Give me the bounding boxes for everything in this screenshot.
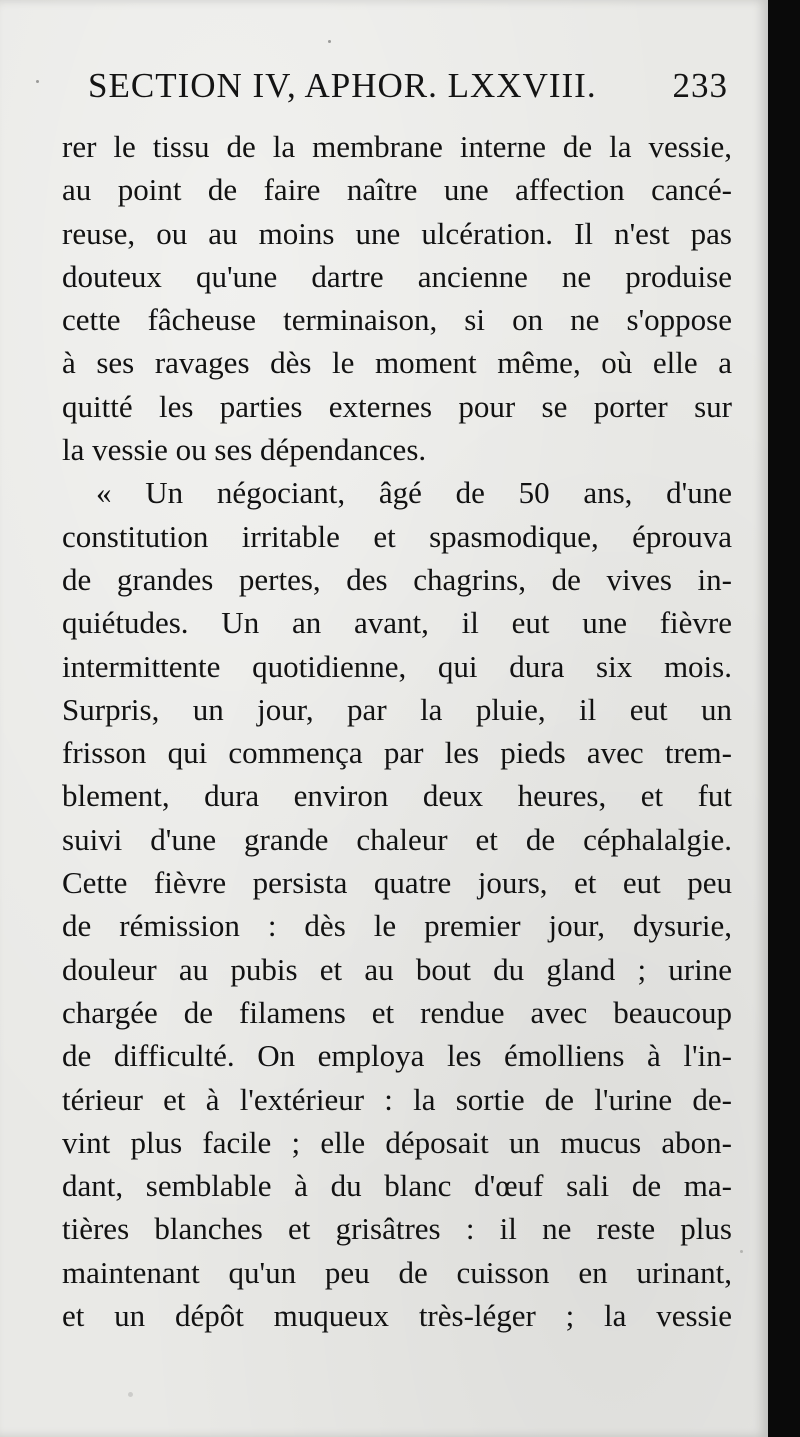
paper-speck (740, 1250, 743, 1253)
text-line: térieur et à l'extérieur : la sortie de l'urine de- (62, 1081, 732, 1117)
text-line: de rémission : dès le premier jour, dysurie, (62, 908, 732, 944)
paragraph-end-line: la vessie ou ses dépendances. (62, 432, 427, 468)
text-line: de difficulté. On employa les émolliens à l'in- (62, 1038, 732, 1074)
text-line: frisson qui commença par les pieds avec trem- (62, 735, 732, 771)
text-line: intermittente quotidienne, qui dura six mois. (62, 648, 732, 684)
text-line: Cette fièvre persista quatre jours, et eut peu (62, 865, 732, 901)
text-line: et un dépôt muqueux très-léger ; la vessie (62, 1298, 732, 1334)
text-line: quiétudes. Un an avant, il eut une fièvre (62, 605, 732, 641)
page-number: 233 (672, 66, 728, 105)
paper-speck (328, 40, 331, 43)
paper-speck (36, 80, 39, 83)
section-heading: SECTION IV, APHOR. LXXVIII. (88, 66, 597, 105)
running-head (88, 66, 728, 110)
text-line: douteux qu'une dartre ancienne ne produise (62, 258, 732, 294)
text-line: maintenant qu'un peu de cuisson en urinant, (62, 1254, 732, 1290)
paper-speck (128, 1392, 133, 1397)
text-line: rer le tissu de la membrane interne de la vessie, (62, 129, 732, 164)
text-line: blement, dura environ deux heures, et fut (62, 778, 732, 814)
text-line: vint plus facile ; elle déposait un mucus abon- (62, 1124, 732, 1160)
text-line: douleur au pubis et au bout du gland ; urine (62, 951, 732, 987)
text-line: de grandes pertes, des chagrins, de vives in- (62, 561, 732, 597)
text-line: suivi d'une grande chaleur et de céphalalgie. (62, 821, 732, 857)
text-line: tières blanches et grisâtres : il ne reste plus (62, 1211, 732, 1247)
paragraph-start-line: « Un négociant, âgé de 50 ans, d'une (96, 475, 732, 511)
body-text (62, 125, 732, 1337)
text-line: cette fâcheuse terminaison, si on ne s'oppose (62, 302, 732, 338)
text-line: constitution irritable et spasmodique, éprouva (62, 518, 732, 554)
text-line: au point de faire naître une affection cancé- (62, 172, 732, 208)
text-line: à ses ravages dès le moment même, où elle a (62, 345, 732, 381)
text-line: Surpris, un jour, par la pluie, il eut un (62, 691, 732, 727)
text-line: chargée de filamens et rendue avec beaucoup (62, 994, 732, 1030)
text-line: reuse, ou au moins une ulcération. Il n'est pas (62, 215, 732, 251)
text-line: quitté les parties externes pour se porter sur (62, 388, 732, 424)
text-line: dant, semblable à du blanc d'œuf sali de ma- (62, 1168, 732, 1204)
